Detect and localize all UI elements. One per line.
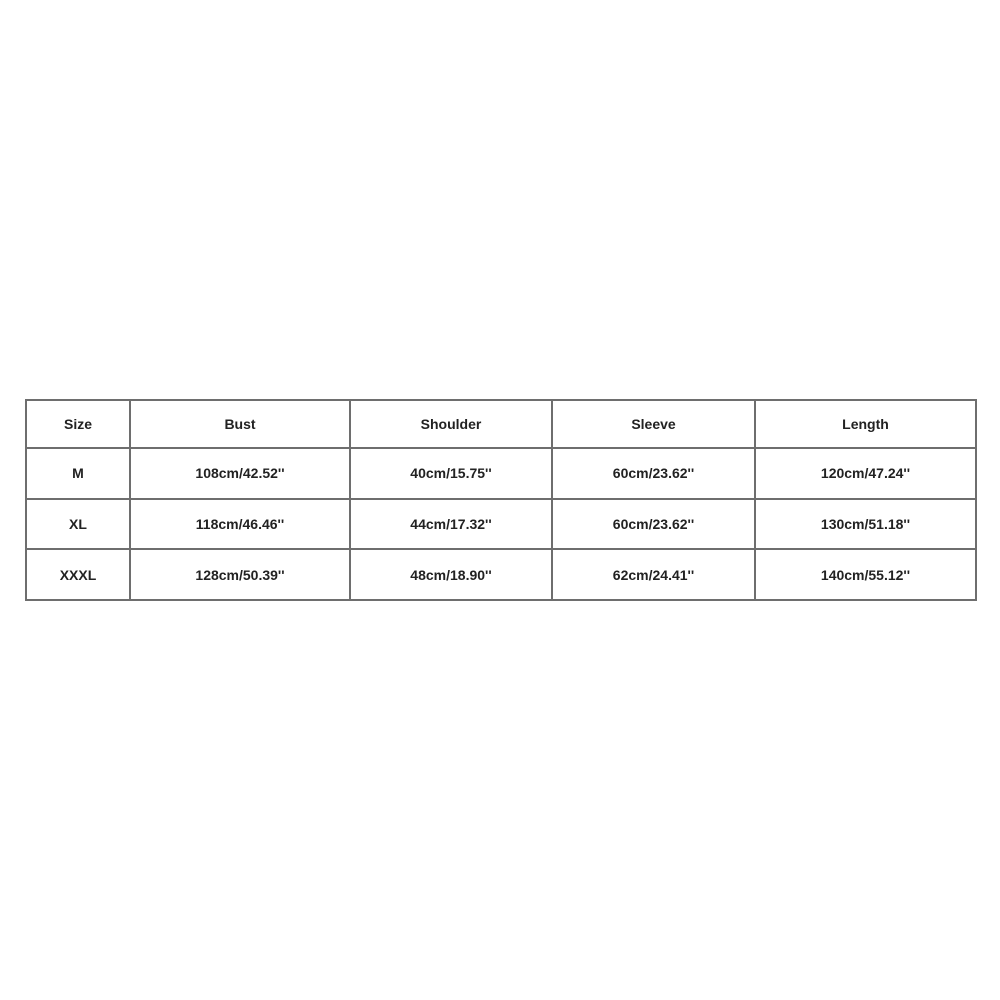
table-row [26, 499, 976, 550]
cell-bust: 118cm/46.46'' [130, 499, 350, 550]
size-chart-table [25, 399, 977, 601]
cell-bust: 128cm/50.39'' [130, 549, 350, 600]
header-bust: Bust [130, 400, 350, 448]
cell-shoulder: 40cm/15.75'' [350, 448, 552, 499]
cell-size: M [26, 448, 130, 499]
header-sleeve: Sleeve [552, 400, 755, 448]
header-shoulder: Shoulder [350, 400, 552, 448]
table-row [26, 549, 976, 600]
cell-bust: 108cm/42.52'' [130, 448, 350, 499]
table-row [26, 448, 976, 499]
cell-sleeve: 60cm/23.62'' [552, 448, 755, 499]
cell-size: XXXL [26, 549, 130, 600]
header-size: Size [26, 400, 130, 448]
cell-shoulder: 44cm/17.32'' [350, 499, 552, 550]
cell-length: 140cm/55.12'' [755, 549, 976, 600]
cell-shoulder: 48cm/18.90'' [350, 549, 552, 600]
cell-length: 120cm/47.24'' [755, 448, 976, 499]
cell-sleeve: 62cm/24.41'' [552, 549, 755, 600]
cell-size: XL [26, 499, 130, 550]
cell-length: 130cm/51.18'' [755, 499, 976, 550]
cell-sleeve: 60cm/23.62'' [552, 499, 755, 550]
table-header-row [26, 400, 976, 448]
header-length: Length [755, 400, 976, 448]
